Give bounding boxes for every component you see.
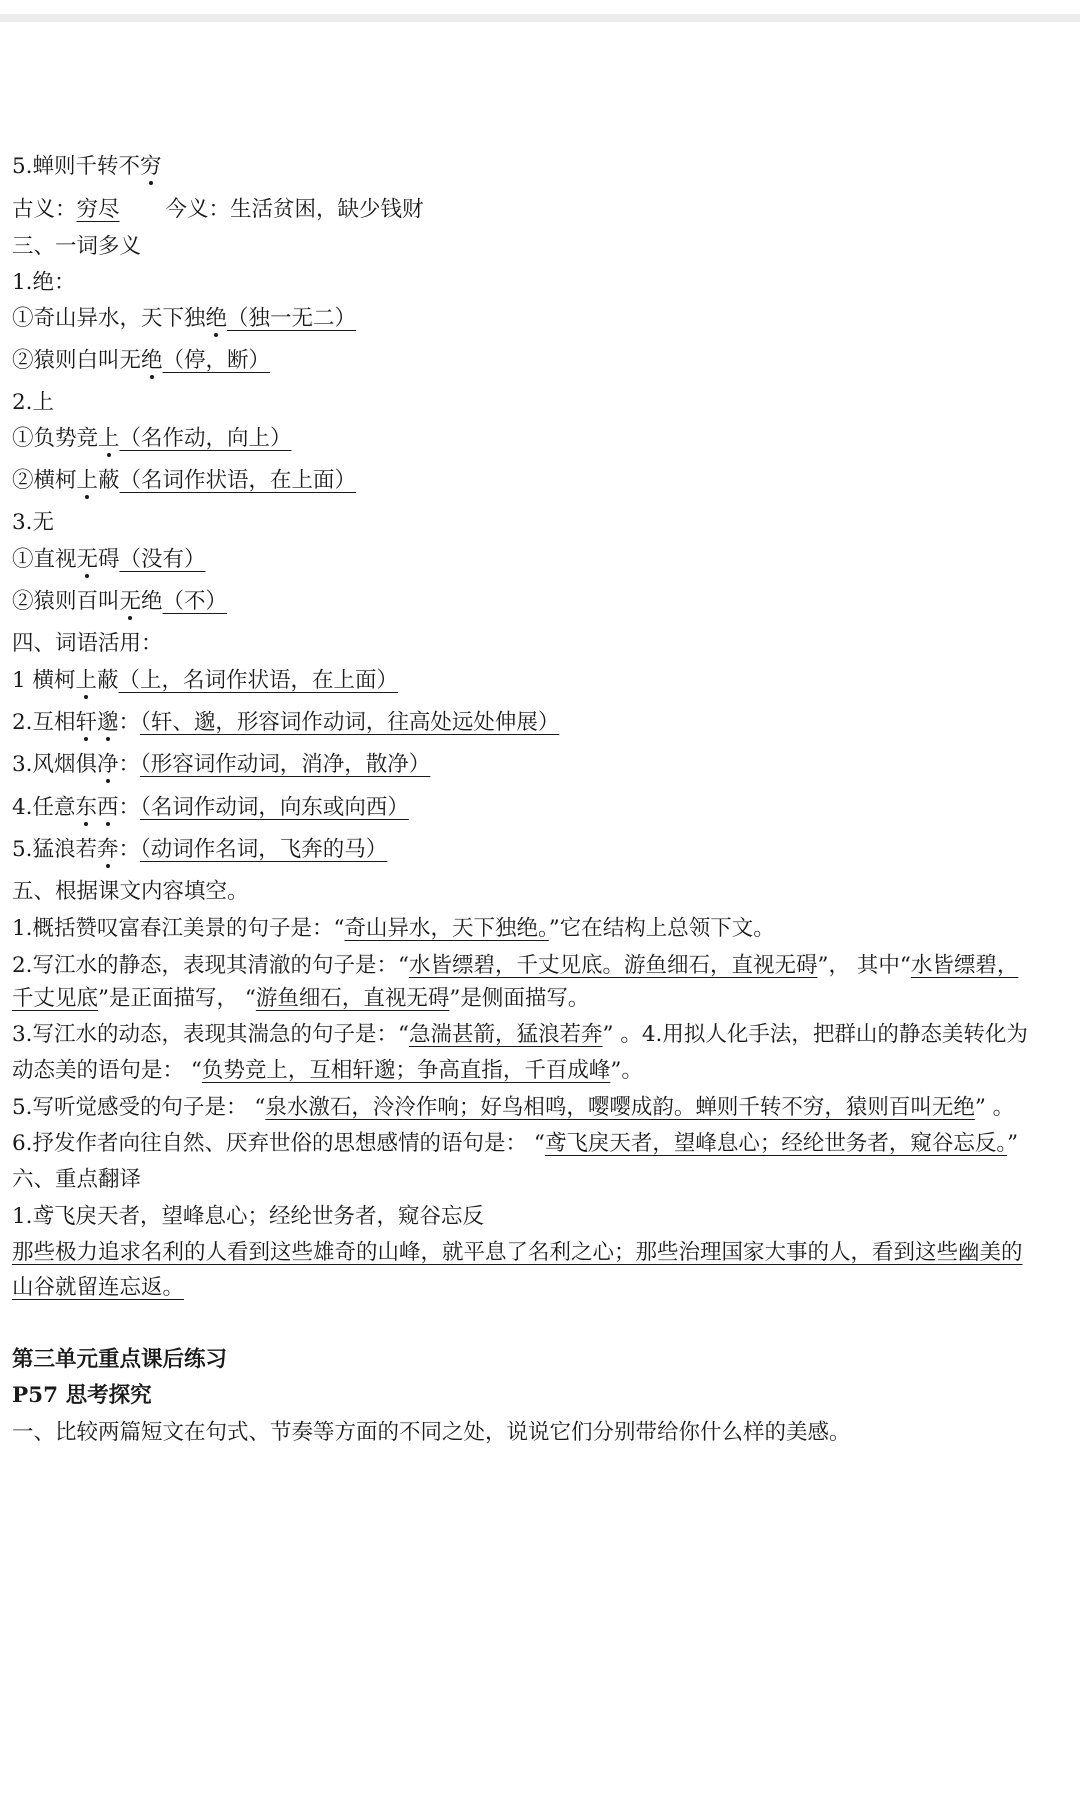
text-span: 2.写江水的静态，表现其清澈的句子是：“ [12,953,410,978]
text-line [12,750,430,780]
text-line [12,1238,1023,1268]
text-line: 1.鸢飞戾天者，望峰息心；经纶世务者，窥谷忘反 [12,1204,485,1229]
section-heading: 六、重点翻译 [12,1167,142,1192]
emphasis-char: 上 [76,468,99,493]
text-span: ： [118,710,141,735]
top-gray-bar [0,14,1080,22]
text-span: 1.概括赞叹富春江美景的句子是：“ [12,916,345,941]
text-span: ”。 [610,1058,643,1083]
text-span: 3.风烟俱 [12,752,98,777]
text-line [12,1129,1018,1159]
text-span: 绝 [141,589,163,614]
text-line [12,195,424,225]
answer-underlined: （停，断） [162,348,271,373]
text-span: 动态美的语句是： “ [12,1058,202,1083]
answer-underlined: （名作动，向上） [119,426,292,451]
section-heading: 五、根据课文内容填空。 [12,879,249,904]
text-span: ： [118,752,141,777]
text-line [12,1056,643,1086]
text-span: ”是正面描写， “ [98,986,256,1011]
answer-underlined: 水皆缥碧，千丈见底。游鱼细石，直视无碍 [409,953,818,978]
text-line [12,914,775,944]
text-line [12,545,206,575]
section-heading: 四、词语活用： [12,631,163,656]
text-line [12,424,292,454]
answer-underlined: （轩、邈，形容词作动词，往高处远处伸展） [140,710,560,735]
text-line [12,835,387,865]
text-span: 蔽 [98,468,120,493]
emphasis-char: 无 [76,547,99,572]
text-span: ②猿则百叫 [12,589,120,614]
emphasis-char: 西 [97,795,119,820]
text-span: 3.写江水的动态，表现其湍急的句子是：“ [12,1022,410,1047]
emphasis-char: 无 [119,589,142,614]
text-span: ②猿则白叫无 [12,348,142,373]
text-line [12,466,356,496]
text-span: ” [1007,1131,1019,1156]
text-line [12,708,559,738]
text-span: 1 横柯 [12,668,76,693]
answer-underlined: （名词作动词，向东或向西） [140,795,409,820]
text-line [12,304,356,334]
answer-underlined: 奇山异水，天下独绝。 [344,916,549,941]
answer-underlined: 那些极力追求名利的人看到这些雄奇的山峰，就平息了名利之心；那些治理国家大事的人，看到这些幽美的 [12,1240,1023,1265]
text-line [12,587,227,617]
text-span: 5.蝉则千转不 [12,154,141,179]
text-span: ” 。 [974,1095,1015,1120]
answer-underlined: （形容词作动词，消净，散净） [140,752,431,777]
text-span: 今义：生活贫困，缺少钱财 [165,197,424,222]
text-line [12,793,409,823]
emphasis-char: 上 [98,426,120,451]
question-text: 一、比较两篇短文在句式、节奏等方面的不同之处，说说它们分别带给你什么样的美感。 [12,1420,851,1445]
text-span: 碍 [98,547,120,572]
answer-underlined: 鸢飞戾天者，望峰息心；经纶世务者，窥谷忘反。 [544,1131,1008,1156]
emphasis-char: 邈 [97,710,119,735]
text-line [12,1020,1028,1050]
text-span: ： [118,795,141,820]
emphasis-char: 绝 [205,306,228,331]
text-span: ” 。4.用拟人化手法，把群山的静态美转化为 [602,1022,1028,1047]
answer-underlined: 千丈见底 [12,986,99,1011]
text-span: 2.互相 [12,710,76,735]
text-span: ”是侧面描写。 [449,986,590,1011]
text-line [12,1093,1014,1123]
text-line [12,951,1018,981]
text-line: 3.无 [12,510,55,535]
text-line [12,152,162,182]
emphasis-char: 穷 [140,154,162,179]
text-span: ”它在结构上总领下文。 [548,916,775,941]
section-heading: 三、一词多义 [12,234,142,259]
text-span: 5.写听觉感受的句子是： “ [12,1095,266,1120]
emphasis-char: 东 [75,795,98,820]
emphasis-char: 奔 [97,837,119,862]
answer-underlined: （名词作状语，在上面） [119,468,357,493]
answer-underlined: 山谷就留连忘返。 [12,1275,185,1300]
answer-underlined: 水皆缥碧， [910,953,1019,978]
text-span: ①直视 [12,547,77,572]
text-span: 5.猛浪若 [12,837,98,862]
text-span: 6.抒发作者向往自然、厌弃世俗的思想感情的语句是： “ [12,1131,545,1156]
answer-underlined: （不） [162,589,228,614]
text-line: 1.绝： [12,270,76,295]
answer-underlined: 急湍甚箭，猛浪若奔 [409,1022,603,1047]
answer-underlined: 游鱼细石，直视无碍 [255,986,450,1011]
text-span: ①奇山异水，天下独 [12,306,206,331]
text-line: 2.上 [12,390,55,415]
text-span: 4.任意 [12,795,76,820]
emphasis-char: 净 [97,752,119,777]
text-line [12,666,398,696]
text-line [12,1273,184,1303]
answer-underlined: （上，名词作状语，在上面） [118,668,399,693]
text-span: ： [118,837,141,862]
text-span: ”， 其中“ [817,953,911,978]
unit-heading: 第三单元重点课后练习 [12,1347,228,1372]
text-span: ②横柯 [12,468,77,493]
answer-underlined: 负势竞上，互相轩邈；争高直指，千百成峰 [201,1058,611,1083]
subheading: P57 思考探究 [12,1383,152,1408]
text-span: 古义： [12,197,77,222]
text-line [12,346,270,376]
emphasis-char: 上 [75,668,98,693]
answer-underlined: 泉水激石，泠泠作响；好鸟相鸣，嘤嘤成韵。蝉则千转不穷，猿则百叫无绝 [265,1095,975,1120]
answer-underlined: 穷尽 [76,197,120,222]
answer-underlined: （没有） [119,547,206,572]
answer-underlined: （独一无二） [227,306,357,331]
emphasis-char: 轩 [75,710,98,735]
text-span: 蔽 [97,668,119,693]
answer-underlined: （动词作名词，飞奔的马） [140,837,388,862]
text-line [12,984,589,1014]
emphasis-char: 绝 [141,348,163,373]
text-span: ①负势竞 [12,426,99,451]
